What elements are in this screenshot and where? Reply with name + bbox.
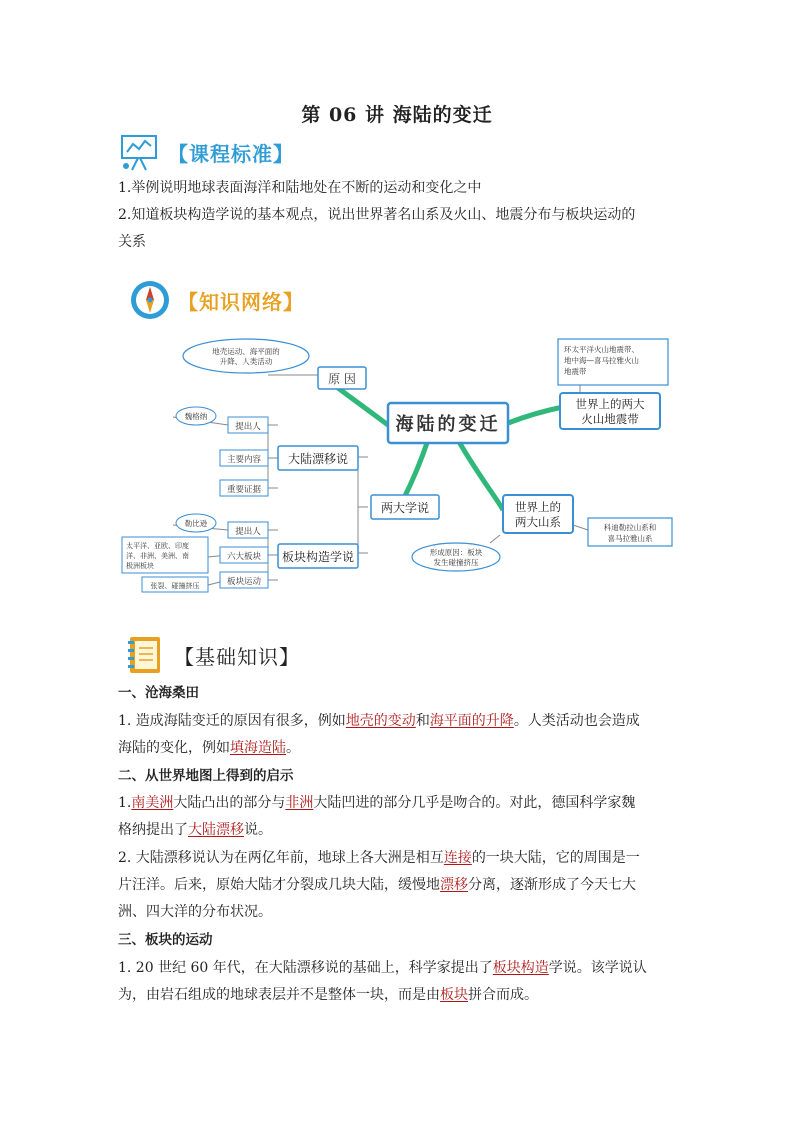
mountain-note-line-1: 科迪勒拉山系和 — [603, 523, 657, 532]
standard-item-2: 2.知道板块构造学说的基本观点，说出世界著名山系及火山、地震分布与板块运动的 — [118, 207, 636, 223]
answer-highlight: 板块构造 — [492, 960, 549, 976]
text-run: 为，由岩石组成的地球表层并不是整体一块，而是由 — [118, 987, 440, 1003]
branch-volcano — [503, 407, 563, 425]
six-plates-note-line-2: 洋、非洲、美洲、南 — [126, 552, 189, 560]
text-run: 拼合而成。 — [468, 987, 538, 1003]
text-run: 1. 20 世纪 60 年代，在大陆漂移说的基础上，科学家提出了 — [118, 960, 493, 976]
basic-para-3c — [118, 899, 678, 926]
basic-heading-1: 一、沧海桑田 — [118, 685, 199, 701]
notebook-icon — [124, 633, 168, 677]
cause-note-line-1: 地壳运动、海平面的 — [212, 347, 280, 356]
two-theories-label: 两大学说 — [380, 501, 430, 515]
basic-para-1 — [118, 708, 678, 735]
presentation-board-icon — [118, 130, 162, 174]
center-node-label: 海陆的变迁 — [395, 414, 501, 435]
basic-para-1b — [118, 735, 678, 762]
basic-para-3 — [118, 845, 678, 872]
text-run: 分离，逐渐形成了今天七大 — [468, 877, 636, 893]
section-network-title: 【知识网络】 — [178, 289, 304, 314]
text-run: 2. 大陆漂移说认为在两亿年前，地球上各大洲是相互 — [118, 850, 444, 866]
answer-highlight: 填海造陆 — [230, 740, 286, 756]
knowledge-mindmap — [118, 325, 688, 595]
section-network-header — [128, 278, 304, 322]
branch-mountains — [458, 440, 503, 510]
answer-highlight: 漂移 — [440, 877, 468, 893]
drift-evidence-label: 重要证据 — [226, 485, 262, 495]
standard-item-1: 1.举例说明地球表面海洋和陆地处在不断的运动和变化之中 — [118, 180, 482, 196]
answer-highlight: 地壳的变动 — [345, 713, 416, 729]
plate-proposer-label: 提出人 — [235, 527, 261, 537]
text-run: 大陆凹进的部分几乎是吻合的。对此，德国科学家魏 — [313, 795, 636, 811]
text-run: 海陆的变化，例如 — [118, 740, 230, 756]
text-run: 。 — [286, 740, 300, 756]
basic-para-2 — [118, 790, 678, 817]
basic-para-4 — [118, 955, 678, 982]
six-plates-note-line-3: 极洲板块 — [126, 562, 154, 570]
plate-motion-note-label: 张裂、碰撞挤压 — [150, 582, 200, 590]
cause-note-line-2: 升降、人类活动 — [219, 357, 273, 366]
basic-para-4b — [118, 982, 678, 1009]
drift-proposer-name: 魏格纳 — [184, 412, 208, 421]
answer-highlight: 海平面的升降 — [429, 713, 514, 729]
basic-heading-3: 三、板块的运动 — [118, 932, 213, 948]
drift-proposer-label: 提出人 — [235, 422, 261, 432]
answer-highlight: 非洲 — [285, 795, 314, 811]
text-run: 学说。该学说认 — [548, 960, 647, 976]
mountain-line-2: 两大山系 — [515, 515, 561, 529]
section-standard-title: 【课程标准】 — [168, 141, 294, 166]
volcano-belt-line-1: 世界上的两大 — [575, 397, 645, 411]
text-run: 1. 造成海陆变迁的原因有很多，例如 — [118, 713, 346, 729]
text-run: 1. — [118, 795, 132, 811]
cause-note — [183, 339, 309, 373]
section-basic-title: 【基础知识】 — [174, 644, 300, 669]
basic-heading-2: 二、从世界地图上得到的启示 — [118, 768, 294, 784]
text-run: 片汪洋。后来，原始大陆才分裂成几块大陆，缓慢地 — [118, 877, 440, 893]
six-plates-note-line-1: 太平洋、亚欧、印度 — [126, 542, 189, 550]
volcano-note-line-1: 环太平洋火山地震带、 — [564, 345, 639, 354]
compass-icon — [128, 278, 172, 322]
drift-label: 大陆漂移说 — [287, 452, 349, 466]
branch-theories — [403, 440, 428, 500]
volcano-note-line-3: 地震带 — [564, 367, 587, 376]
answer-highlight: 连接 — [443, 850, 472, 866]
volcano-belt-line-2: 火山地震带 — [581, 412, 639, 426]
text-run: 和 — [415, 713, 430, 729]
text-run: 洲、四大洋的分布状况。 — [118, 904, 272, 920]
plate-label: 板块构造学说 — [281, 550, 355, 564]
mountain-note-line-2: 喜马拉雅山系 — [607, 534, 653, 543]
answer-highlight: 板块 — [440, 987, 468, 1003]
plate-motion-label: 板块运动 — [226, 577, 262, 587]
mountain-cause-line-1: 形成原因：板块 — [429, 548, 483, 557]
answer-highlight: 大陆漂移 — [188, 822, 244, 838]
text-run: 。人类活动也会造成 — [513, 713, 640, 729]
section-basic-header — [124, 633, 300, 677]
section-standard-header — [118, 130, 294, 174]
mountain-cause-line-2: 发生碰撞挤压 — [433, 558, 479, 567]
answer-highlight: 南美洲 — [131, 795, 174, 811]
text-run: 大陆凸出的部分与 — [173, 795, 286, 811]
drift-content-label: 主要内容 — [226, 455, 262, 465]
basic-para-2b — [118, 817, 678, 844]
text-run: 格纳提出了 — [118, 822, 188, 838]
cause-node-label: 原 因 — [328, 372, 356, 386]
basic-para-3b — [118, 872, 678, 899]
standard-item-3: 关系 — [118, 234, 146, 250]
volcano-note-line-2: 地中海—喜马拉雅火山 — [564, 356, 639, 365]
text-run: 的一块大陆，它的周围是一 — [471, 850, 640, 866]
page-title: 第 06 讲 海陆的变迁 — [301, 104, 493, 126]
six-plates-label: 六大板块 — [226, 552, 262, 562]
text-run: 说。 — [244, 822, 272, 838]
mountain-line-1: 世界上的 — [515, 500, 561, 514]
plate-proposer-name: 勒比逊 — [184, 519, 208, 528]
